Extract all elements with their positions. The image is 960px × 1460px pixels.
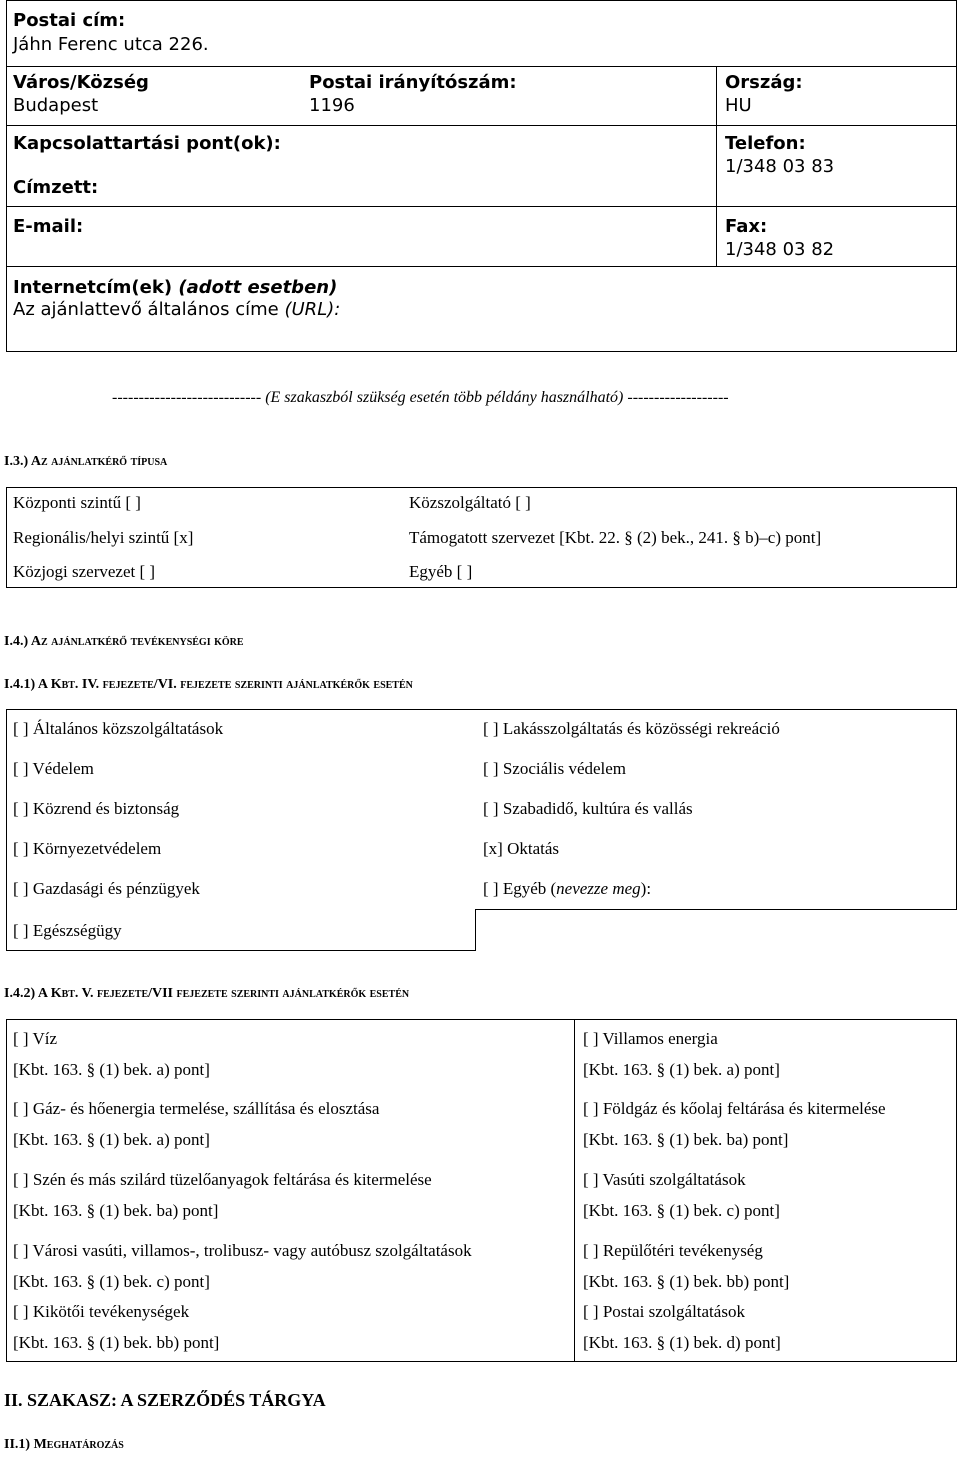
phone-value: 1/348 03 83	[725, 156, 835, 177]
i41-right-4: [ ] Egyéb (nevezze meg):	[483, 879, 652, 898]
country-label: Ország:	[725, 72, 803, 93]
i42-right-2-b: [Kbt. 163. § (1) bek. c) pont]	[583, 1201, 780, 1220]
i3-left-2: Közjogi szervezet [ ]	[13, 562, 156, 581]
phone-label: Telefon:	[725, 133, 806, 154]
fax-label: Fax:	[725, 216, 768, 237]
zip-label: Postai irányítószám:	[309, 72, 517, 93]
i42-left-4-b: [Kbt. 163. § (1) bek. bb) pont]	[13, 1333, 220, 1352]
i3-right-2: Egyéb [ ]	[409, 562, 473, 581]
i42-left-1-a: [ ] Gáz- és hőenergia termelése, szállítása és elosztása	[13, 1099, 380, 1118]
i41-right-2: [ ] Szabadidő, kultúra és vallás	[483, 799, 693, 818]
postal-label: Postai cím:	[13, 10, 126, 31]
section-heading-ii: II. SZAKASZ: A SZERZŐDÉS TÁRGYA	[4, 1390, 326, 1410]
section-heading-i3: I.3.) Az ajánlatkérő típusa	[4, 454, 168, 469]
i42-right-1-a: [ ] Földgáz és kőolaj feltárása és kitermelése	[583, 1099, 886, 1118]
city-value: Budapest	[13, 95, 99, 116]
i3-right-0: Közszolgáltató [ ]	[409, 493, 531, 512]
i3-right-1: Támogatott szervezet [Kbt. 22. § (2) bek., 241. § b)–c) pont]	[409, 528, 822, 547]
divider	[574, 1019, 575, 1362]
i41-right-3: [x] Oktatás	[483, 839, 560, 858]
divider	[956, 709, 957, 909]
i42-left-1-b: [Kbt. 163. § (1) bek. a) pont]	[13, 1130, 210, 1149]
i42-left-2-b: [Kbt. 163. § (1) bek. ba) pont]	[13, 1201, 219, 1220]
divider	[716, 125, 957, 126]
i42-right-2-a: [ ] Vasúti szolgáltatások	[583, 1170, 746, 1189]
divider	[475, 909, 476, 951]
divider	[716, 66, 717, 266]
i42-right-0-a: [ ] Villamos energia	[583, 1029, 718, 1048]
i42-left-2-a: [ ] Szén és más szilárd tüzelőanyagok feltárása és kitermelése	[13, 1170, 432, 1189]
i42-left-3-a: [ ] Városi vasúti, villamos-, trolibusz- vagy autóbusz szolgáltatások	[13, 1241, 472, 1260]
i42-left-0-a: [ ] Víz	[13, 1029, 58, 1048]
divider	[6, 950, 476, 951]
i41-left-3: [ ] Környezetvédelem	[13, 839, 162, 858]
i41-left-0: [ ] Általános közszolgáltatások	[13, 719, 224, 738]
i41-right-0: [ ] Lakásszolgáltatás és közösségi rekreáció	[483, 719, 780, 738]
zip-value: 1196	[309, 95, 355, 116]
i42-right-0-b: [Kbt. 163. § (1) bek. a) pont]	[583, 1060, 780, 1079]
divider	[716, 206, 957, 207]
i42-right-4-b: [Kbt. 163. § (1) bek. d) pont]	[583, 1333, 781, 1352]
i42-right-3-b: [Kbt. 163. § (1) bek. bb) pont]	[583, 1272, 790, 1291]
divider	[6, 206, 716, 207]
fax-value: 1/348 03 82	[725, 239, 835, 260]
i41-left-2: [ ] Közrend és biztonság	[13, 799, 180, 818]
i3-left-1: Regionális/helyi szintű [x]	[13, 528, 194, 547]
i41-left-1: [ ] Védelem	[13, 759, 94, 778]
city-label: Város/Község	[13, 72, 149, 93]
section-heading-i4: I.4.) Az ajánlatkérő tevékenységi köre	[4, 634, 244, 649]
postal-value: Jáhn Ferenc utca 226.	[13, 34, 209, 55]
i41-right-1: [ ] Szociális védelem	[483, 759, 627, 778]
i41-left-5: [ ] Egészségügy	[13, 921, 122, 940]
i42-right-1-b: [Kbt. 163. § (1) bek. ba) pont]	[583, 1130, 789, 1149]
divider	[6, 266, 957, 267]
section-separator: ---------------------------- (E szakaszból szükség esetén több példány használható) -------------------	[112, 389, 729, 406]
contact-points-label: Kapcsolattartási pont(ok):	[13, 133, 281, 154]
section-heading-ii1: II.1) Meghatározás	[4, 1437, 124, 1452]
email-label: E-mail:	[13, 216, 84, 237]
i42-left-3-b: [Kbt. 163. § (1) bek. c) pont]	[13, 1272, 210, 1291]
i42-right-3-a: [ ] Repülőtéri tevékenység	[583, 1241, 763, 1260]
i42-left-4-a: [ ] Kikötői tevékenységek	[13, 1302, 190, 1321]
i42-left-0-b: [Kbt. 163. § (1) bek. a) pont]	[13, 1060, 210, 1079]
url-label: Az ajánlattevő általános címe (URL):	[13, 299, 341, 320]
recipient-label: Címzett:	[13, 177, 99, 198]
divider	[6, 709, 7, 951]
section-heading-i42: I.4.2) A Kbt. V. fejezete/VII fejezete szerinti ajánlatkérők esetén	[4, 986, 410, 1001]
i42-right-4-a: [ ] Postai szolgáltatások	[583, 1302, 745, 1321]
country-value: HU	[725, 95, 752, 116]
divider	[6, 709, 957, 710]
divider	[475, 909, 957, 910]
divider	[6, 66, 957, 67]
i3-left-0: Központi szintű [ ]	[13, 493, 141, 512]
divider	[6, 125, 716, 126]
internet-label: Internetcím(ek) (adott esetben)	[13, 277, 338, 298]
i41-left-4: [ ] Gazdasági és pénzügyek	[13, 879, 200, 898]
section-heading-i41: I.4.1) A Kbt. IV. fejezete/VI. fejezete szerinti ajánlatkérők esetén	[4, 677, 413, 692]
